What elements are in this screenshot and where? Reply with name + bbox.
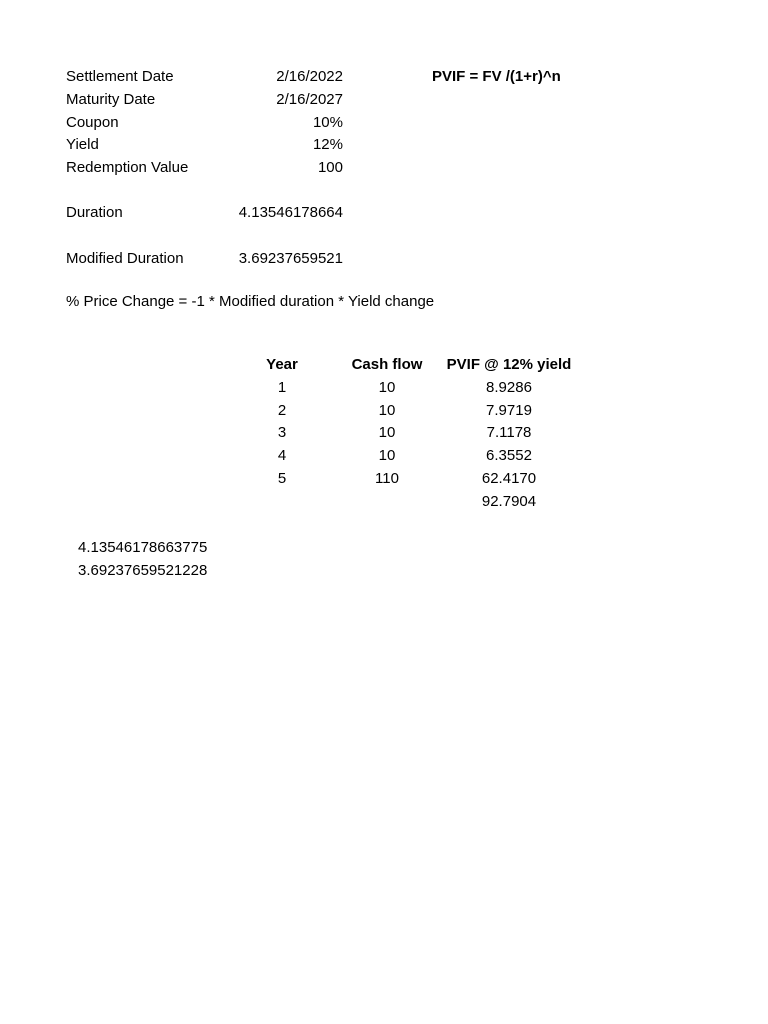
table-total-pvif: 92.7904 [481, 493, 537, 510]
table-cell-pvif: 8.9286 [486, 379, 532, 396]
table-header-cash-flow: Cash flow [351, 356, 423, 373]
price-change-formula: % Price Change = -1 * Modified duration * Yield change [66, 293, 435, 310]
duration-label: Duration [66, 204, 123, 221]
table-cell-year: 2 [277, 402, 287, 419]
pvif-formula: PVIF = FV /(1+r)^n [432, 68, 561, 85]
table-cell-cash-flow: 10 [378, 379, 396, 396]
table-cell-year: 4 [277, 447, 287, 464]
table-cell-cash-flow: 110 [375, 470, 399, 487]
redemption-value-label: Redemption Value [66, 159, 189, 176]
yield-value: 12% [312, 136, 343, 153]
table-header-year: Year [266, 356, 298, 373]
maturity-date-label: Maturity Date [66, 91, 156, 108]
table-cell-cash-flow: 10 [378, 447, 396, 464]
coupon-label: Coupon [66, 114, 119, 131]
maturity-date-value: 2/16/2027 [276, 91, 343, 108]
table-cell-year: 1 [277, 379, 287, 396]
extra-duration-value: 4.13546178663775 [78, 539, 208, 556]
table-cell-cash-flow: 10 [378, 402, 396, 419]
table-cell-pvif: 62.4170 [481, 470, 537, 487]
coupon-value: 10% [312, 114, 343, 131]
settlement-date-value: 2/16/2022 [276, 68, 343, 85]
table-cell-pvif: 6.3552 [486, 447, 532, 464]
table-cell-year: 5 [277, 470, 287, 487]
duration-value: 4.13546178664 [238, 204, 343, 221]
table-cell-pvif: 7.9719 [486, 402, 532, 419]
modified-duration-label: Modified Duration [66, 250, 184, 267]
table-header-pvif: PVIF @ 12% yield [446, 356, 572, 373]
table-cell-year: 3 [277, 424, 287, 441]
table-cell-cash-flow: 10 [378, 424, 396, 441]
modified-duration-value: 3.69237659521 [238, 250, 343, 267]
settlement-date-label: Settlement Date [66, 68, 174, 85]
table-cell-pvif: 7.1178 [486, 424, 532, 441]
redemption-value: 100 [317, 159, 343, 176]
extra-modified-duration-value: 3.69237659521228 [78, 562, 208, 579]
yield-label: Yield [66, 136, 99, 153]
